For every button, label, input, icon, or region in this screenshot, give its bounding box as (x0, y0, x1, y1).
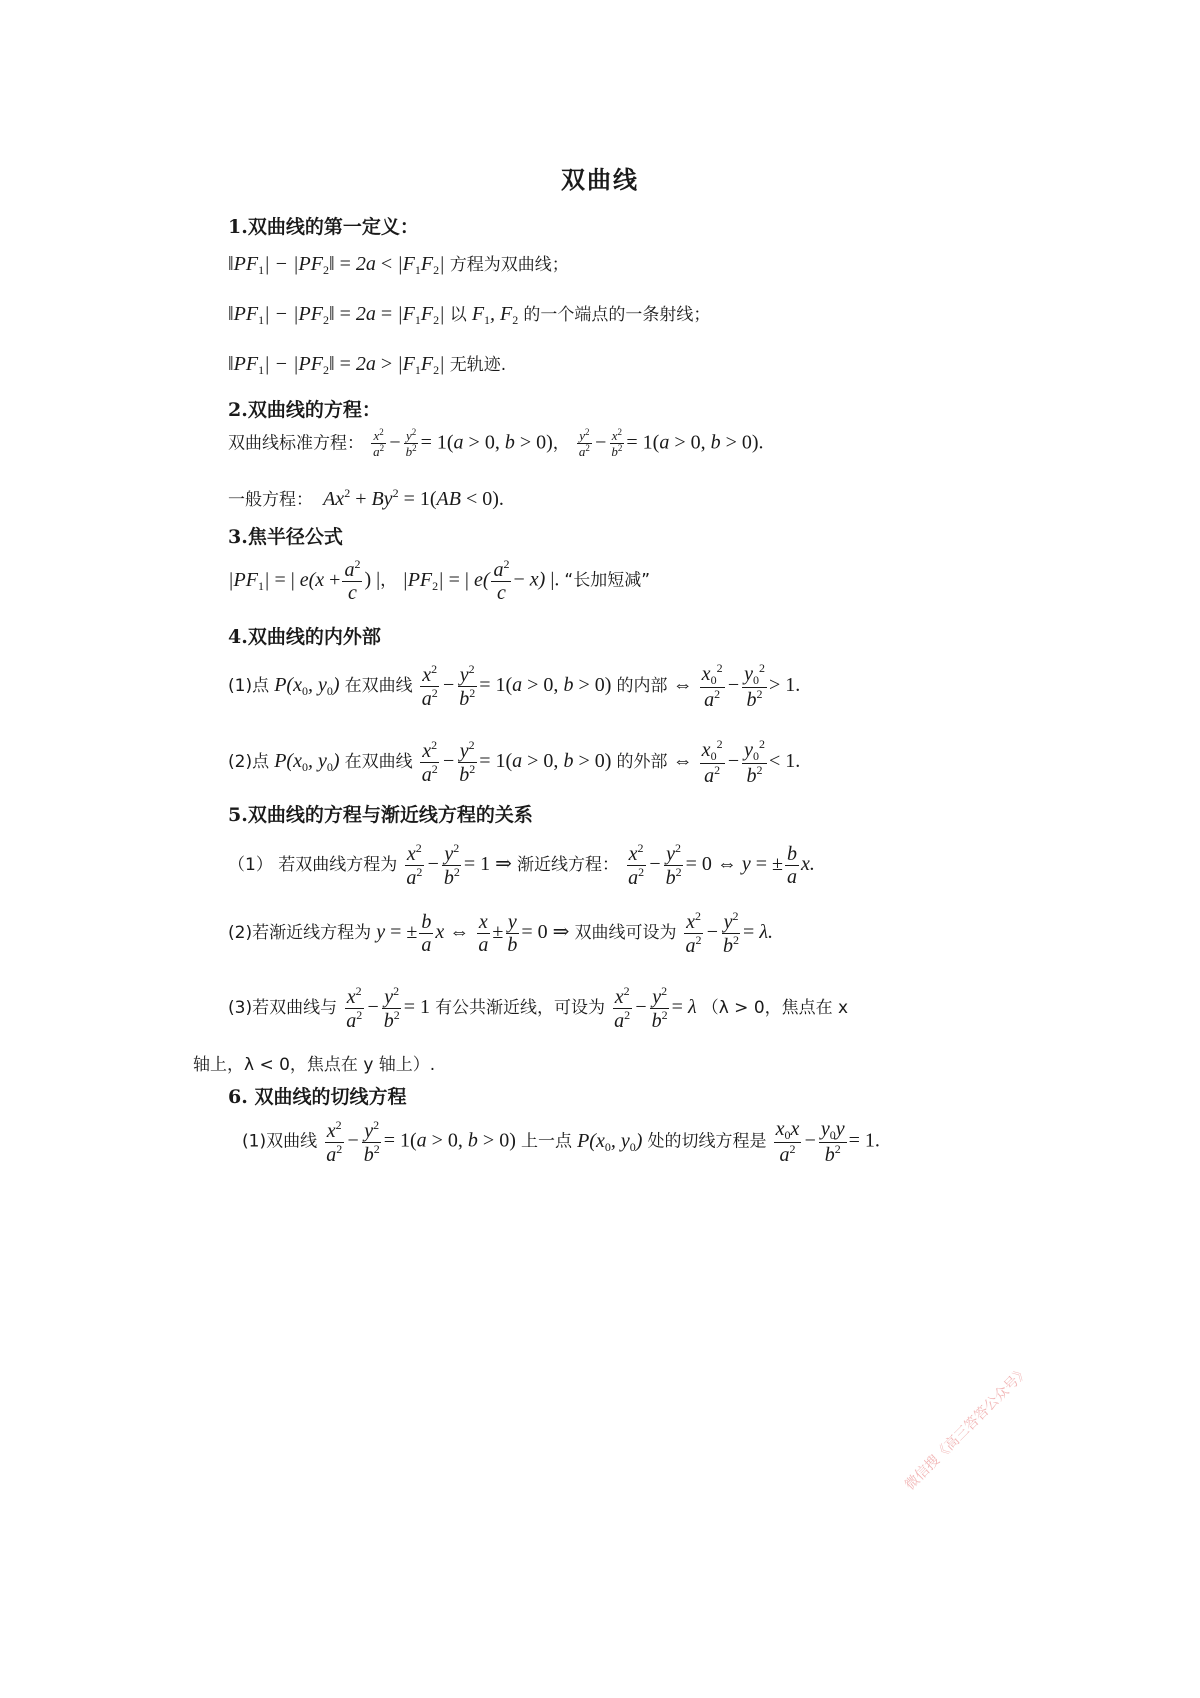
asymptote-line-3-continued: 轴上，λ < 0，焦点在 y 轴上）. (193, 1055, 436, 1075)
asymptote-line-3: (3)若双曲线与 $\frac{x^2}{a^2}$ − $\frac{y^2}{b^2}$ = 1 有公共渐近线，可设为 $\frac{x^2}{a^2}$ − $\frac{y^2}{b^2}$ = λ （λ > 0，焦点在 x (228, 984, 849, 1032)
definition-line-2: $‖PF_1|$ − $|PF_2‖ = 2a = |F_1F_2|$ 以 $F_1$, $F_2$ 的一个端点的一条射线； (228, 303, 711, 327)
definition-line-3: $‖PF_1|$ − $|PF_2‖ = 2a > |F_1F_2|$ 无轨迹. (228, 353, 507, 377)
general-equation-label: 一般方程： (228, 490, 313, 510)
inside-condition-line: (1)点 $P(x_0$, $y_0$) 在双曲线 $\frac{x^2}{a^2}$ − $\frac{y^2}{b^2}$ = 1(a > 0, b > 0) 的内部 ⇔ $\frac{x_0^2}{a^2}$ − $\frac{y_0^2}{b^2}$ > 1. (228, 661, 801, 712)
definition-line-3-text: 无轨迹. (449, 355, 507, 375)
definition-line-1-text: 方程为双曲线； (449, 255, 569, 275)
definition-line-1: $‖PF_1|$ − $|PF_2‖ = 2a < |F_1F_2|$ 方程为双曲线； (228, 253, 569, 277)
general-equation-line: 一般方程： $Ax^2 + By^2 = 1(AB < 0)$. (228, 486, 504, 510)
tangent-line: (1)双曲线 $\frac{x^2}{a^2}$ − $\frac{y^2}{b^2}$ = 1(a > 0, b > 0) 上一点 $P(x_0$, $y_0$) 处的切线方程是 $\frac{x_0x}{a^2}$ − $\frac{y_0y}{b^2}$ = 1. (242, 1117, 880, 1167)
section-5-heading: 5.双曲线的方程与渐近线方程的关系 (228, 804, 533, 826)
section-2-heading: 2.双曲线的方程： (228, 399, 381, 421)
focal-radius-note: “长加短减” (564, 570, 651, 591)
section-3-heading: 3.焦半径公式 (228, 526, 343, 548)
definition-line-2-text: 以 (449, 305, 467, 325)
focal-radius-line: $|PF_1|$ = | e(x + $\frac{a^2}{c}$ ) |， $|PF_2|$ = | e( $\frac{a^2}{c}$ − x) |. “长加短减” (228, 557, 651, 604)
standard-equation-line: 双曲线标准方程： $\frac{x^2}{a^2}$ − $\frac{y^2}{b^2}$ = 1(a > 0, b > 0)， $\frac{y^2}{a^2}$ − $\frac{x^2}{b^2}$ = 1(a > 0, b > 0). (228, 427, 764, 460)
section-1-heading: 1.双曲线的第一定义： (228, 216, 419, 238)
definition-line-2-text-b: 的一个端点的一条射线； (523, 305, 711, 325)
page-title: 双曲线 (561, 165, 639, 194)
asymptote-line-1: （1） 若双曲线方程为 $\frac{x^2}{a^2}$ − $\frac{y^2}{b^2}$ = 1 ⇒ 渐近线方程： $\frac{x^2}{a^2}$ − $\frac{y^2}{b^2}$ = 0 ⇔ y = ± $\frac{b}{a}$ x. (228, 841, 815, 889)
standard-equation-label: 双曲线标准方程： (228, 433, 364, 454)
asymptote-line-2: (2)若渐近线方程为 y = ± $\frac{b}{a}$ x ⇔ $\frac{x}{a}$ ± $\frac{y}{b}$ = 0 ⇒ 双曲线可设为 $\frac{x^2}{a^2}$ − $\frac{y^2}{b^2}$ = λ. (228, 909, 773, 957)
section-6-heading: 6. 双曲线的切线方程 (228, 1086, 407, 1108)
watermark: 微信搜《高三答答公众号》 (902, 1363, 1033, 1494)
outside-condition-line: (2)点 $P(x_0$, $y_0$) 在双曲线 $\frac{x^2}{a^2}$ − $\frac{y^2}{b^2}$ = 1(a > 0, b > 0) 的外部 ⇔ $\frac{x_0^2}{a^2}$ − $\frac{y_0^2}{b^2}$ < 1. (228, 737, 801, 788)
section-4-heading: 4.双曲线的内外部 (228, 626, 381, 648)
